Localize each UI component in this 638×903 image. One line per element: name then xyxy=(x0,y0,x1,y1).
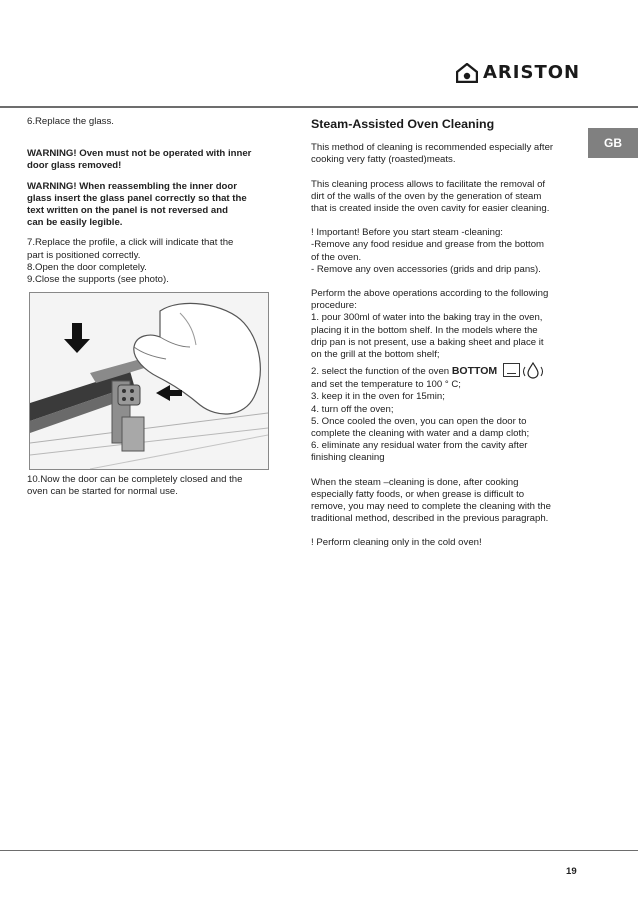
section-title: Steam-Assisted Oven Cleaning xyxy=(311,117,495,131)
important-paragraph: ! Important! Before you start steam -cleaning: -Remove any food residue and grease from the bottom of the oven. - Remove any oven accessories (grids and drip pans). xyxy=(311,227,545,275)
procedure-list: Perform the above operations according to the following procedure: 1. pour 300ml of water into the baking tray in the oven, placing it in the bottom shelf. In the models where the drip pan is not present, use a baking sheet and place it on the grill at the bottom shelf; 2. select the function of the oven BOTTOM and set the temperature to 100 ° C; 3. keep it in the oven for 15min; 4. turn off the oven; 5. Once cooled the oven, you can open the door to complete the cleaning with water and a damp cloth; 6. eliminate any residual water from the cavity after finishing cleaning xyxy=(311,288,564,465)
after-cleaning-paragraph: When the steam –cleaning is done, after cooking especially fatty foods, or when grease is difficult to remove, you may need to complete the cleaning with the traditional method, described in the previous paragraph. xyxy=(311,476,551,525)
steps-7-9: 7.Replace the profile, a click will indicate that the part is positioned correctly. 8.Open the door completely. 9.Close the supports (see photo). xyxy=(27,237,234,286)
step-6: 6.Replace the glass. xyxy=(27,116,114,127)
warning-reassembly: WARNING! When reassembling the inner door glass insert the glass panel correctly so that the text written on the panel is not reversed and can be easily legible. xyxy=(27,180,247,229)
brand-logo xyxy=(456,62,580,83)
procedure-step-2: 2. select the function of the oven BOTTOM xyxy=(311,361,564,379)
language-tab: GB xyxy=(588,128,638,158)
footer-divider xyxy=(0,850,638,851)
cold-oven-warning: ! Perform cleaning only in the cold oven! xyxy=(311,537,482,549)
left-column xyxy=(27,116,267,499)
house-logo-icon xyxy=(456,63,478,83)
intro-paragraph: This method of cleaning is recommended especially after cooking very fatty (roasted)meats. xyxy=(311,142,554,166)
header-divider xyxy=(0,106,638,108)
page-number: 19 xyxy=(566,866,577,877)
warning-glass-removed: WARNING! Oven must not be operated with inner door glass removed! xyxy=(27,148,252,172)
right-column xyxy=(311,116,564,550)
bottom-function-label: BOTTOM xyxy=(451,365,498,378)
brand-name: ARISTON xyxy=(483,62,581,83)
step-10: 10.Now the door can be completely closed and the oven can be started for normal use. xyxy=(27,474,243,498)
bottom-heat-icon xyxy=(503,363,520,377)
steam-drop-icon xyxy=(522,361,544,379)
door-hinge-photo xyxy=(29,292,269,470)
page-header xyxy=(0,0,638,108)
process-paragraph: This cleaning process allows to facilitate the removal of dirt of the walls of the oven by the generation of steam that is created inside the oven cavity for easier cleaning. xyxy=(311,178,550,215)
